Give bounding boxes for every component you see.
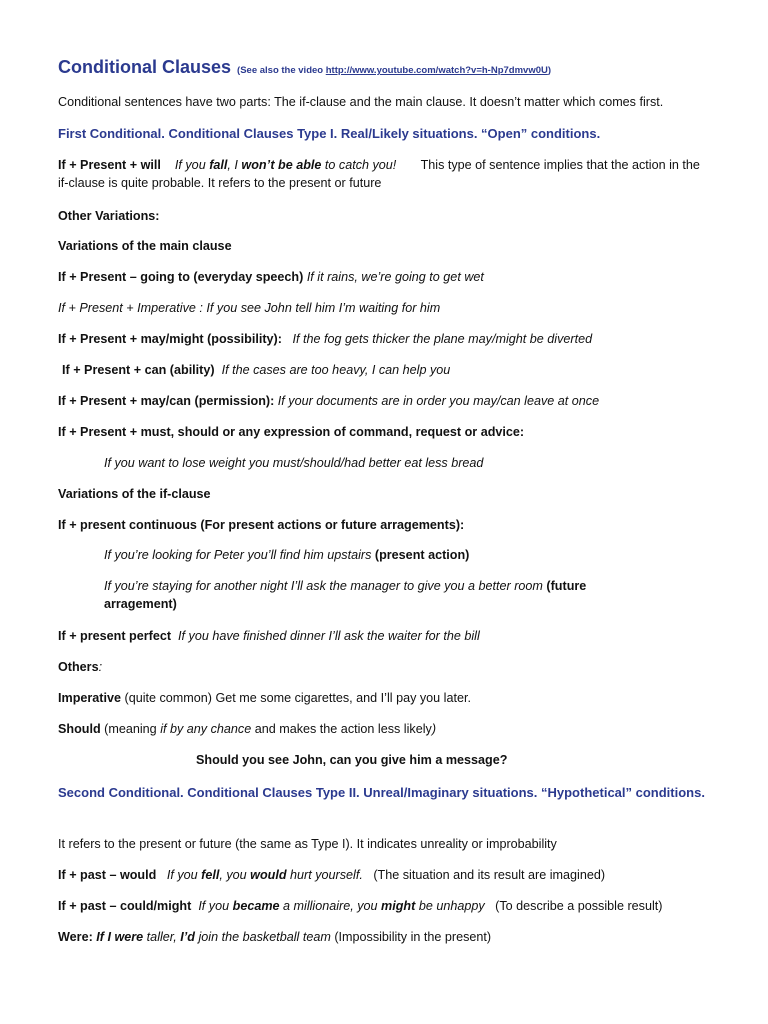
- should-label: Should: [58, 722, 101, 736]
- variation-imperative: [58, 300, 712, 318]
- video-note: [237, 65, 551, 76]
- second-could-might: [58, 898, 712, 916]
- first-formula-description: This type of sentence implies that the action in the if-clause is quite probable. It refers to the present or future: [58, 158, 700, 190]
- variation-example: If you have finished dinner I’ll ask the waiter for the bill: [178, 629, 480, 643]
- first-formula-pattern: If + Present + will: [58, 158, 161, 172]
- video-note-prefix: (See also the video: [237, 65, 326, 76]
- example-text: If you’re looking for Peter you’ll find him upstairs: [104, 548, 372, 562]
- second-note: (The situation and its result are imagined): [373, 868, 606, 882]
- imperative-text: (quite common) Get me some cigarettes, and I’ll pay you later.: [124, 691, 471, 705]
- ex-bold: fall: [209, 158, 228, 172]
- intro-paragraph: Conditional sentences have two parts: The if-clause and the main clause. It doesn’t matter which comes first.: [58, 95, 664, 109]
- should-example: Should you see John, can you give him a message?: [196, 753, 508, 767]
- should-italic: if by any chance: [160, 722, 252, 736]
- others-heading: [58, 659, 712, 677]
- ex-bold: were: [114, 930, 144, 944]
- title-text: Conditional Clauses: [58, 57, 232, 77]
- ex-part: , you: [219, 868, 251, 882]
- imperative-line: [58, 690, 712, 708]
- present-continuous-example-2: [104, 578, 712, 614]
- ex-part: taller,: [143, 930, 181, 944]
- ex-part: If you: [198, 899, 233, 913]
- variation-example: If the cases are too heavy, I can help you: [221, 363, 451, 377]
- ex-part: be unhappy: [415, 899, 485, 913]
- example-note: (present action): [374, 548, 470, 562]
- variation-may-can: [58, 393, 712, 411]
- second-note: (To describe a possible result): [495, 899, 663, 913]
- ex-bold: I’d: [180, 930, 195, 944]
- ex-bold: might: [381, 899, 416, 913]
- second-would: [58, 867, 712, 885]
- variation-pattern: If + Present + Imperative :: [58, 301, 203, 315]
- second-note: (Impossibility in the present): [334, 930, 492, 944]
- variation-pattern: If + present perfect: [58, 629, 172, 643]
- variation-example: If the fog gets thicker the plane may/might be diverted: [292, 332, 593, 346]
- page-title: [58, 55, 712, 81]
- variation-must-should: If + Present + must, should or any expression of command, request or advice:: [58, 425, 525, 439]
- ex-bold: If I: [96, 930, 115, 944]
- if-clause-variations-heading: Variations of the if-clause: [58, 487, 211, 501]
- variation-pattern: If + Present + may/can (permission):: [58, 394, 275, 408]
- ex-bold: fell: [201, 868, 220, 882]
- other-variations-heading: Other Variations:: [58, 209, 160, 223]
- second-conditional-heading: Second Conditional. Conditional Clauses Type II. Unreal/Imaginary situations. “Hypothetical” conditions.: [58, 785, 705, 800]
- imperative-label: Imperative: [58, 691, 121, 705]
- should-line: [58, 721, 712, 739]
- first-formula: [58, 157, 712, 193]
- others-label: Others: [58, 660, 99, 674]
- should-text: and makes the action less likely: [251, 722, 432, 736]
- second-example: [96, 930, 331, 944]
- variation-present-perfect: [58, 628, 712, 646]
- ex-part: join the basketball team: [195, 930, 331, 944]
- second-pattern: If + past – would: [58, 868, 157, 882]
- variation-going-to: [58, 269, 712, 287]
- first-conditional-heading: First Conditional. Conditional Clauses Type I. Real/Likely situations. “Open” conditions.: [58, 126, 601, 141]
- ex-part: If you: [166, 868, 202, 882]
- second-example: [198, 899, 484, 913]
- variation-can: [62, 362, 712, 380]
- ex-part: , I: [227, 158, 242, 172]
- ex-bold: would: [250, 868, 287, 882]
- ex-part: If you: [174, 158, 210, 172]
- variation-example: If it rains, we’re going to get wet: [306, 270, 484, 284]
- second-example: [167, 868, 363, 882]
- others-colon: :: [98, 660, 103, 674]
- ex-bold: became: [232, 899, 280, 913]
- video-link[interactable]: http://www.youtube.com/watch?v=h-Np7dmvw0U: [325, 65, 548, 76]
- ex-part: to catch you!: [321, 158, 397, 172]
- variation-pattern: If + Present + can (ability): [62, 363, 215, 377]
- video-note-suffix: ): [547, 65, 552, 76]
- variation-must-should-example: If you want to lose weight you must/should/had better eat less bread: [104, 456, 484, 470]
- second-description: It refers to the present or future (the same as Type I). It indicates unreality or improbability: [58, 837, 557, 851]
- second-pattern: Were:: [58, 930, 93, 944]
- first-formula-example: [175, 158, 396, 172]
- example-note: arragement): [104, 596, 177, 611]
- example-note: (future: [546, 579, 587, 593]
- variation-example: If your documents are in order you may/can leave at once: [277, 394, 600, 408]
- variation-present-continuous: If + present continuous (For present actions or future arragements):: [58, 518, 465, 532]
- should-paren: ): [431, 722, 437, 736]
- variation-example: If you see John tell him I’m waiting for him: [206, 301, 441, 315]
- should-text: (meaning: [104, 722, 161, 736]
- ex-part: a millionaire, you: [279, 899, 382, 913]
- present-continuous-example-1: [104, 547, 712, 565]
- variation-may-might: [58, 331, 712, 349]
- ex-bold: won’t be able: [241, 158, 322, 172]
- main-clause-variations-heading: Variations of the main clause: [58, 239, 232, 253]
- second-pattern: If + past – could/might: [58, 899, 192, 913]
- variation-pattern: If + Present – going to (everyday speech): [58, 270, 304, 284]
- second-were: [58, 929, 712, 947]
- ex-part: hurt yourself.: [286, 868, 363, 882]
- variation-pattern: If + Present + may/might (possibility):: [58, 332, 282, 346]
- example-text: If you’re staying for another night I’ll ask the manager to give you a better room: [104, 579, 543, 593]
